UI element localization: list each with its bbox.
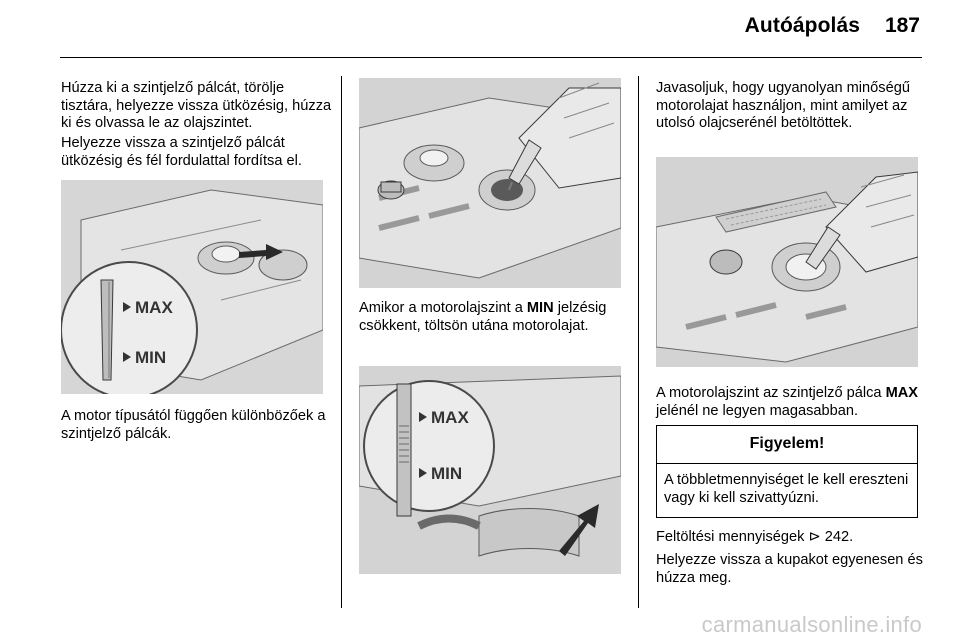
low-oil-text-after: jelzésig csökkent, töltsön utána motorolajat.	[359, 300, 607, 334]
oil-fill-figure-2	[656, 157, 918, 367]
oil-pour-illustration	[359, 78, 621, 288]
warning-text: A többletmennyiséget le kell ereszteni vagy ki kell szivattyúzni.	[664, 472, 909, 506]
cap-instruction-paragraph: Helyezze vissza a kupakot egyenesen és húzza meg.	[656, 552, 923, 586]
oil-pour-illustration-2	[656, 157, 918, 367]
min-label: MIN	[135, 348, 167, 367]
dipstick-illustration	[61, 180, 323, 394]
instruction-paragraph-3: A motor típusától függően különbözőek a szintjelző pálcák.	[61, 408, 326, 442]
min-mark-text: MIN	[526, 300, 554, 316]
max-mark-text: MAX	[885, 385, 918, 401]
header-divider	[60, 57, 922, 58]
low-oil-paragraph	[359, 300, 629, 335]
oil-fill-figure	[359, 78, 621, 288]
fill-capacity-period: .	[849, 529, 854, 545]
warning-title: Figyelem!	[657, 426, 917, 464]
column-divider-1	[341, 76, 342, 608]
dipstick-figure-2	[359, 366, 621, 574]
dipstick-illustration-2	[359, 366, 621, 574]
page-number: 187	[884, 14, 920, 37]
fill-capacity-paragraph	[656, 528, 926, 547]
warning-box	[656, 425, 918, 518]
min-label-2: MIN	[431, 464, 463, 483]
page-title: Autóápolás	[744, 14, 860, 37]
instruction-paragraph-1: Húzza ki a szintjelző pálcát, törölje tisztára, helyezze vissza ütközésig, húzza ki és olvassa le az olajszintet.	[61, 80, 332, 132]
max-label-2: MAX	[431, 408, 469, 427]
arrow-reference-icon: ⊳	[808, 528, 821, 545]
max-label: MAX	[135, 298, 173, 317]
page-reference-link[interactable]: 242	[824, 529, 850, 545]
fill-capacity-text: Feltöltési mennyiségek	[656, 529, 809, 545]
watermark: carmanualsonline.info	[701, 612, 922, 637]
max-level-text-after: jelénél ne legyen magasabban.	[656, 402, 859, 419]
low-oil-text-before: Amikor a motorolajszint a	[359, 300, 527, 316]
max-level-text-before: A motorolajszint az szintjelző pálca	[656, 385, 886, 401]
oil-quality-paragraph: Javasoljuk, hogy ugyanolyan minőségű motorolajat használjon, mint amilyet az utolsó olajcserénél betöltöttek.	[656, 80, 910, 132]
instruction-paragraph-2: Helyezze vissza a szintjelző pálcát ütközésig és fél fordulattal fordítsa el.	[61, 135, 302, 169]
dipstick-figure	[61, 180, 323, 394]
max-level-paragraph	[656, 385, 931, 420]
column-divider-2	[638, 76, 639, 608]
